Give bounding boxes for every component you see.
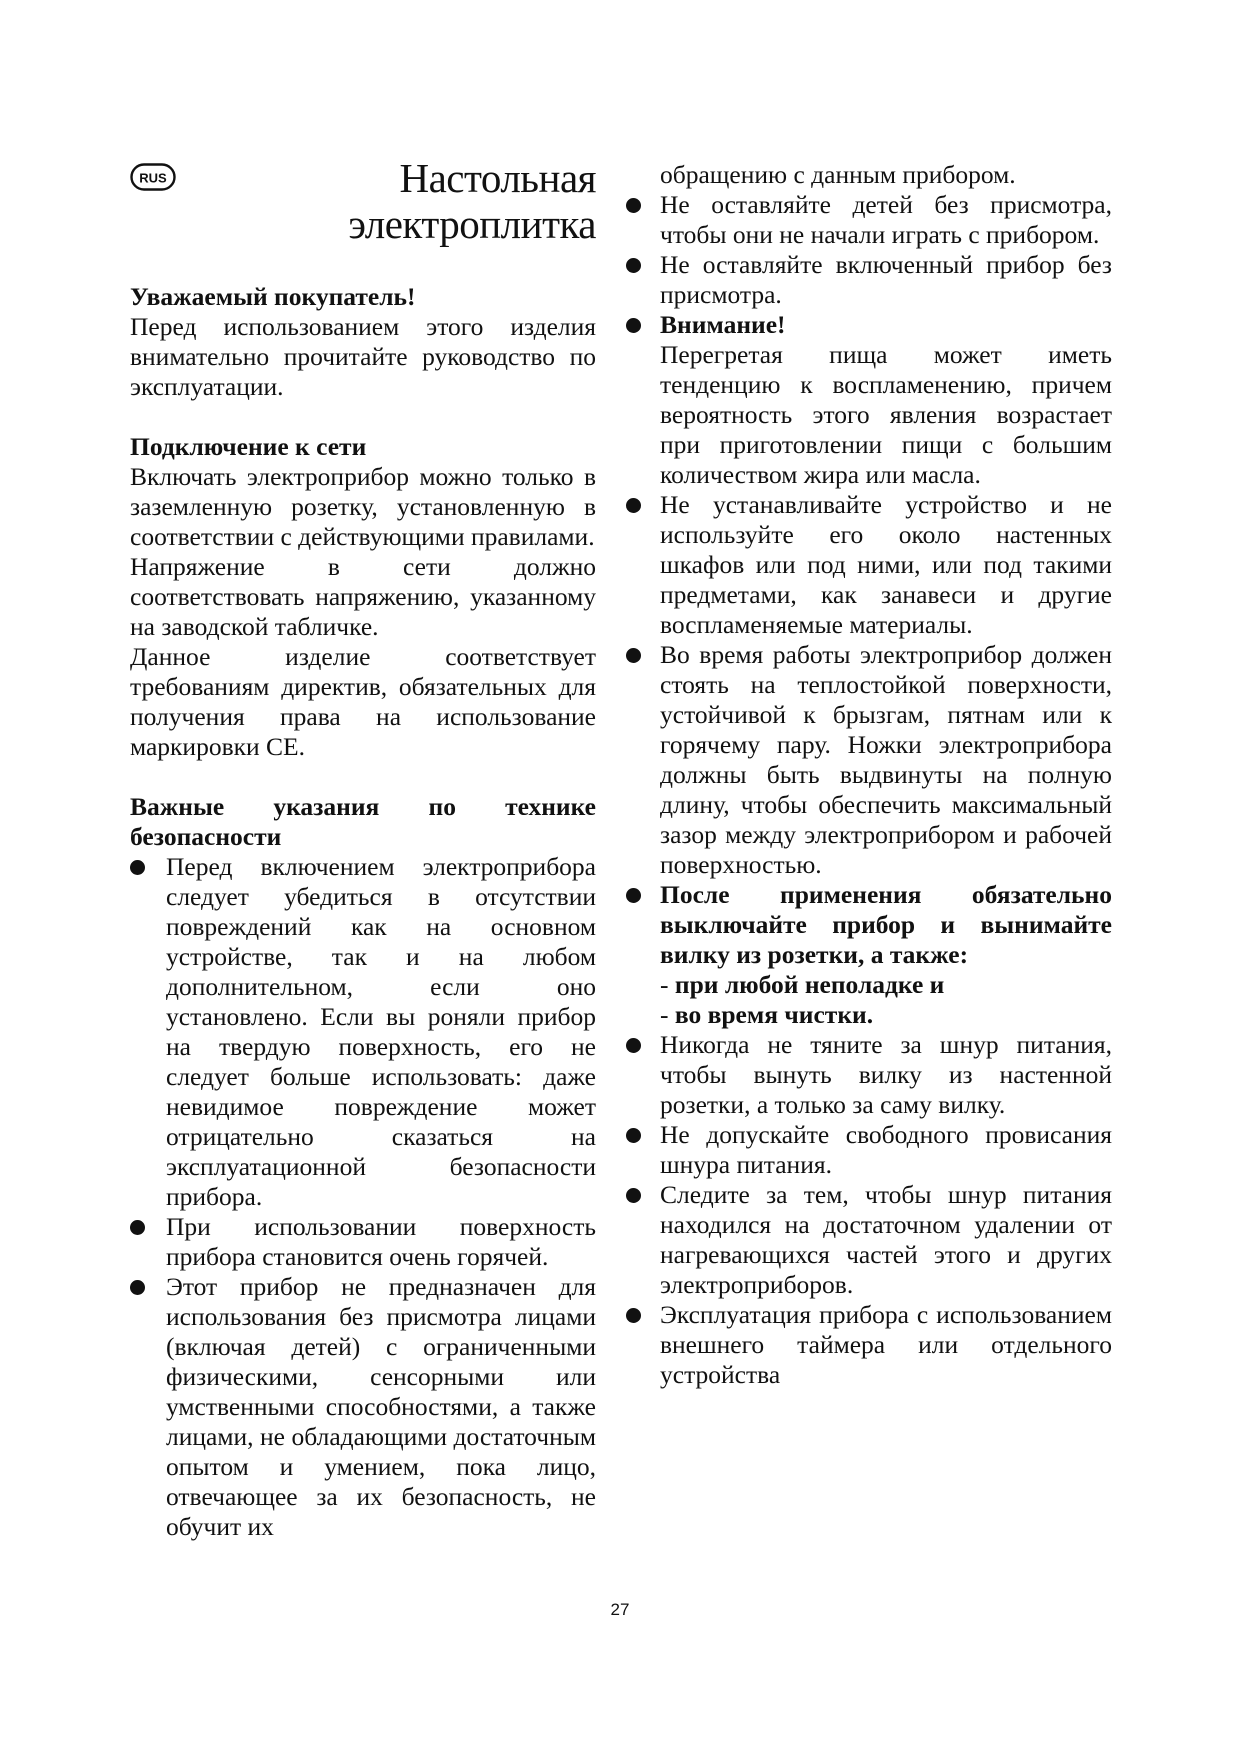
bullet-icon <box>130 1280 145 1295</box>
network-heading: Подключение к сети <box>130 432 367 461</box>
after-use-sub-1: - при любой неполадке и <box>660 970 945 999</box>
attention-heading: Внимание! <box>660 310 786 339</box>
safety-item: Не оставляйте детей без присмотра, чтобы они не начали играть с прибором. <box>660 190 1112 250</box>
after-use-text: После применения обязательно выключайте прибор и вынимайте вилку из розетки, а также: <box>660 880 1112 969</box>
bullet-icon <box>626 1128 641 1143</box>
continuation-text: обращению с данным прибором. <box>660 160 1016 189</box>
safety-list-left <box>130 852 596 1542</box>
right-column <box>660 160 1112 1390</box>
greeting-heading: Уважаемый покупатель! <box>130 282 416 311</box>
bullet-icon <box>626 888 641 903</box>
bullet-icon <box>626 1188 641 1203</box>
safety-item: Перед включением электроприбора следует убедиться в отсутствии повреждений как на основном устройстве, так и на любом дополнительном, если оно установлено. Если вы роняли прибор на твердую поверхность, его не следует больше использовать: даже невидимое повреждение может отрицательно сказаться на эксплуатационной безопасности прибора. <box>130 852 596 1212</box>
safety-item: Во время работы электроприбор должен стоять на теплостойкой поверхности, устойчивой к брызгам, пятнам или к горячему пару. Ножки электроприбора должны быть выдвинуты на полную длину, чтобы обеспечить максимальный зазор между электроприбором и рабочей поверхностью. <box>660 640 1112 880</box>
bullet-icon <box>626 498 641 513</box>
safety-item: Не устанавливайте устройство и не используйте его около настенных шкафов или под ними, или под такими предметами, как занавеси и другие воспламеняемые материалы. <box>660 490 1112 640</box>
safety-item: Следите за тем, чтобы шнур питания находился на достаточном удалении от нагревающихся частей этого и других электроприборов. <box>660 1180 1112 1300</box>
network-paragraph: Напряжение в сети должно соответствовать напряжению, указанному на заводской табличке. <box>130 552 596 641</box>
lang-badge-text: RUS <box>139 170 167 186</box>
network-paragraph: Включать электроприбор можно только в заземленную розетку, установленную в соответствии с действующими правилами. <box>130 462 596 551</box>
safety-heading: Важные указания по технике безопасности <box>130 792 596 851</box>
safety-item: Этот прибор не предназначен для использования без присмотра лицами (включая детей) с ограниченными физическими, сенсорными или умственными способностями, а также лицами, не обладающими достаточным опытом и умением, пока лицо, отвечающее за их безопасность, не обучит их <box>130 1272 596 1542</box>
title-block <box>130 155 596 255</box>
bullet-icon <box>626 1038 641 1053</box>
title-line-1: Настольная <box>399 155 596 201</box>
safety-item: Не допускайте свободного провисания шнура питания. <box>660 1120 1112 1180</box>
attention-item <box>660 310 1112 490</box>
bullet-icon <box>130 860 145 875</box>
safety-item: При использовании поверхность прибора становится очень горячей. <box>130 1212 596 1272</box>
network-paragraph: Данное изделие соответствует требованиям директив, обязательных для получения права на использование маркировки CE. <box>130 642 596 761</box>
bullet-icon <box>626 258 641 273</box>
after-use-item <box>660 880 1112 1030</box>
safety-list-right <box>660 160 1112 1390</box>
safety-item: Никогда не тяните за шнур питания, чтобы вынуть вилку из настенной розетки, а только за саму вилку. <box>660 1030 1112 1120</box>
after-use-sub-2: - во время чистки. <box>660 1000 874 1029</box>
bullet-icon <box>626 198 641 213</box>
rus-language-badge <box>130 163 176 191</box>
left-column <box>130 282 596 1542</box>
safety-item: Эксплуатация прибора с использованием внешнего таймера или отдельного устройства <box>660 1300 1112 1390</box>
greeting-text: Перед использованием этого изделия внимательно прочитайте руководство по эксплуатации. <box>130 312 596 401</box>
attention-text: Перегретая пища может иметь тенденцию к воспламенению, причем вероятность этого явления возрастает при приготовлении пищи с большим количеством жира или масла. <box>660 340 1112 489</box>
bullet-icon <box>130 1220 145 1235</box>
title-line-2: электроплитка <box>348 201 596 247</box>
page-number: 27 <box>610 1600 630 1619</box>
page-title <box>348 155 596 247</box>
bullet-icon <box>626 318 641 333</box>
bullet-icon <box>626 648 641 663</box>
safety-item: Не оставляйте включенный прибор без присмотра. <box>660 250 1112 310</box>
bullet-icon <box>626 1308 641 1323</box>
